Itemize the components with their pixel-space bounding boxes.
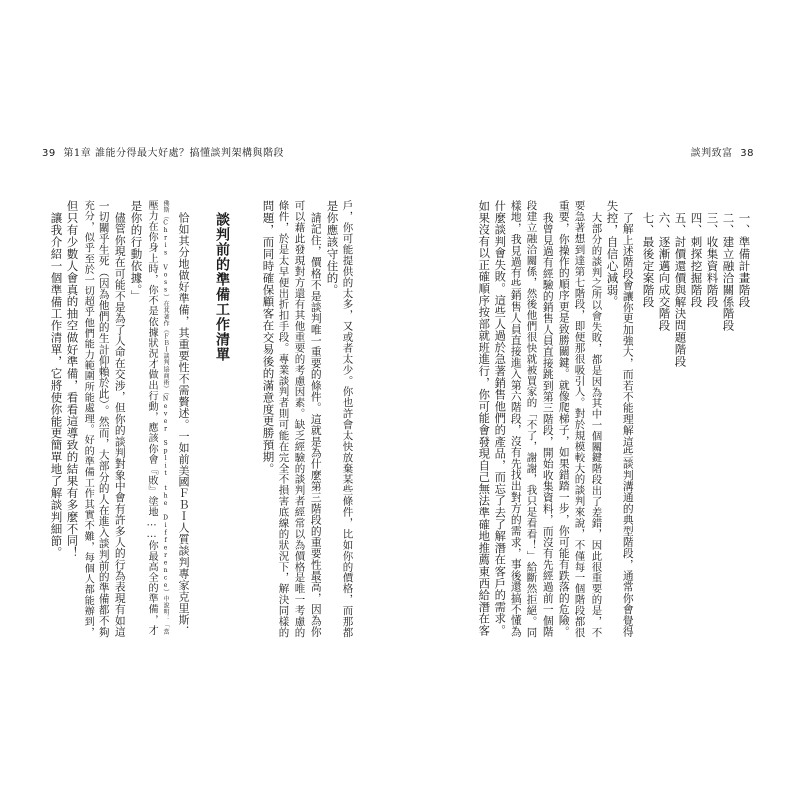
section-heading: 談判前的準備工作清單 [214,212,230,362]
stage-item: 二、建立融洽關係階段 [721,212,736,332]
body-line: 一切關乎生死（因為他們的生計仰賴於此）。然而，大部分的人在進入談判前的準備都不夠 [97,200,111,638]
body-line: 壓力在你身上時，你不是依據狀況才做出行動，應該你會『敗』塗地……你最高全的準備，才 [146,200,158,636]
body-line: 段建立融洽關係，然後他們很快就被買家的「不了，謝謝，我只是看看！」給斷然拒絕。同 [525,200,538,638]
stage-item: 四、刺探挖掘階段 [689,212,704,308]
right-page-number: 38 [740,148,754,159]
body-line: 請記住，價格不是談判唯一重要的條件。這就是為什麼第三階段的重要性最高，因為你 [309,212,323,638]
body-line: 佛斯（Chris Voss）在其著作《ＦＢＩ談判協商術》（Never Split the Difference）中說明：「當 [162,200,170,635]
chapter-title: 誰能分得最大好處？搞懂談判架構與階段 [94,148,284,159]
right-page-header [691,149,758,159]
body-line: 條件，於是太早便出折扣手段。專業談判者則可能在完全不損害底線的狀況下，解決同樣的 [277,200,290,638]
body-line: 恰如其分地做好準備，其重要性不需贅述。一如前美國ＦＢＩ人質談判專家克里斯． [177,212,191,637]
stage-item: 六、逐漸邁向成交階段 [657,212,672,332]
body-line: 充分，似乎至於一切超乎他們能力範圍所能處理。好的準備工作其實不難，每個人都能辦到， [82,200,94,638]
body-line: 了解上述階段會讓你更加強大，而若不能理解這些談判溝通的典型階段，通常你會覺得 [621,212,635,638]
left-page-header [38,149,284,159]
body-line: 是你的行動依據。」 [129,200,144,302]
body-line: 戶，你可能提供的太多，又或者太少。你也許會太快放棄某些條件，比如你的價格，而那都 [341,200,354,638]
body-line: 如果沒有以正確順序按部就班進行，你可能會發現自己無法準確地推薦東西給潛在客 [477,200,492,637]
body-line: 讓我介紹一個準備工作清單，它將使你能更簡單地了解談判細節。 [49,212,64,559]
stage-item: 七、最後定案階段 [641,212,656,308]
book-section-title: 談判致富 [690,148,733,159]
chapter-label: 第1章 [63,148,92,159]
body-line: 大部分的談判之所以會失敗，都是因為其中一個關鍵階段出了差錯，因此很重要的是，不 [589,212,602,638]
body-line: 問題，而同時確保顧客在交易後的滿意度更勝預期。 [261,200,276,475]
body-line: 要急著想到達第七階段，即便那很吸引人。對於規模較大的談判來說，不僅每一個階段都很 [573,200,586,638]
body-line: 但只有少數人會真的抽空做好準備，看看這導致的結果有多麼不同！ [65,200,80,559]
body-line: 儘管你現在可能不是為了人命在交涉，但你的談判對象中會有許多人的行為表現有如這 [113,212,127,638]
left-page-number: 39 [42,148,56,159]
stage-item: 三、收集資料階段 [705,212,720,308]
body-line: 樣地，我見過有些銷售人員直接進入第六階段，沒有先找出對方的需求，事後還搞不懂為 [509,200,523,638]
body-line: 我曾見過有經驗的銷售人員直接跳到第三階段，開始收集資料，而沒有先經過前一個階 [541,212,555,638]
body-line: 重要，你操作的順序更是致勝關鍵。就像爬梯子，如果錯踏一步，你可能有跌落的危險。 [557,200,571,638]
stage-item: 一、準備計畫階段 [737,212,752,308]
body-line: 可以藉此發現對方還有其他重要的考慮因素。缺乏經驗的談判者經常以為價格是唯一考慮的 [293,200,306,638]
body-line: 什麼談判會失敗。這些人過於急著銷售他們的產品，而忘了去了解潛在客戶的需求。 [493,200,508,637]
stage-item: 五、討價還價與解決問題階段 [673,212,688,368]
body-line: 失控，自信心減弱。 [605,200,620,308]
body-line: 是你應該守住的。 [325,200,340,296]
